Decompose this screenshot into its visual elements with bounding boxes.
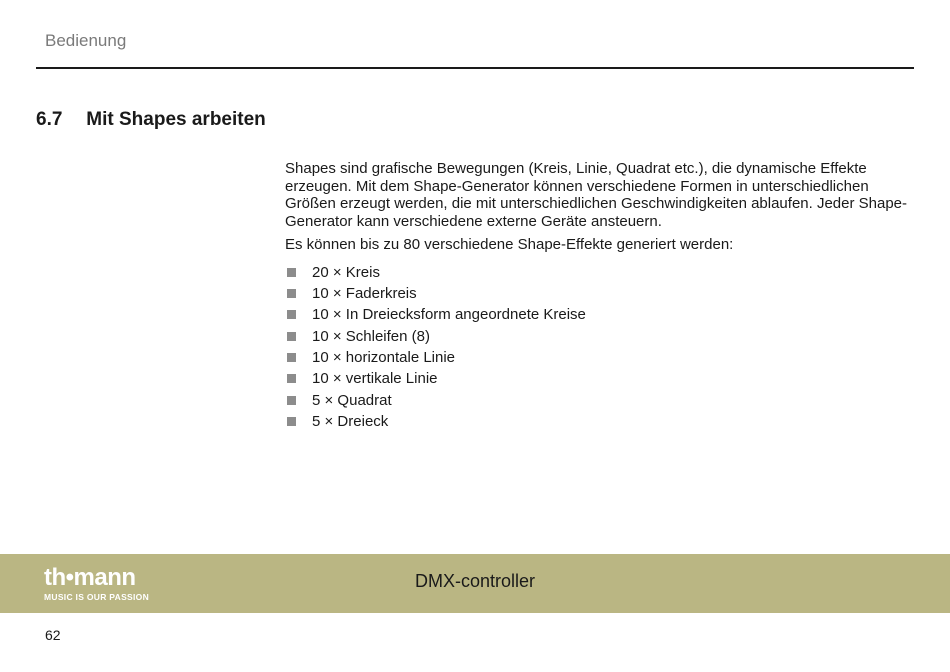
list-item-text: 10 × In Dreiecksform angeordnete Kreise [312,306,586,324]
list-item-text: 10 × Faderkreis [312,284,417,302]
list-item [285,411,910,432]
list-item [285,326,910,347]
list-item-text: 5 × Dreieck [312,413,389,431]
list-item [285,283,910,304]
square-bullet-icon [287,310,296,319]
square-bullet-icon [287,289,296,298]
section-heading [36,109,266,131]
square-bullet-icon [287,268,296,277]
square-bullet-icon [287,396,296,405]
product-name: DMX-controller [414,571,536,591]
section-number: 6.7 [36,109,63,130]
list-item-text: 10 × Schleifen (8) [312,327,430,345]
list-item [285,390,910,411]
list-item [285,262,910,283]
running-header: Bedienung [45,31,127,50]
header-divider [36,67,914,69]
body-text-column [285,160,910,433]
square-bullet-icon [287,417,296,426]
section-title-text: Mit Shapes arbeiten [86,109,266,130]
square-bullet-icon [287,353,296,362]
list-item [285,368,910,389]
list-item [285,304,910,325]
list-item-text: 10 × vertikale Linie [312,370,438,388]
square-bullet-icon [287,332,296,341]
page-number: 62 [45,627,61,643]
logo-tagline: MUSIC IS OUR PASSION [44,592,150,602]
square-bullet-icon [287,374,296,383]
logo-wordmark: th•mann [44,564,136,591]
effects-paragraph: Es können bis zu 80 verschiedene Shape-Effekte generiert werden: [285,236,734,253]
list-item [285,347,910,368]
list-item-text: 10 × horizontale Linie [312,349,456,367]
list-item-text: 5 × Quadrat [312,391,392,409]
shape-effects-list [285,262,910,433]
list-item-text: 20 × Kreis [312,263,380,281]
intro-paragraph: Shapes sind grafische Bewegungen (Kreis, Linie, Quadrat etc.), die dynamische Effekte erzeugen. Mit dem Shape-Generator können verschiedene Formen in unterschiedlichen Größen erzeugt werden, die mit unterschiedlichen Geschwindigkeiten ablaufen. Jeder Shape-Generator kann verschiedene externe Geräte ansteuern. [285,160,908,230]
